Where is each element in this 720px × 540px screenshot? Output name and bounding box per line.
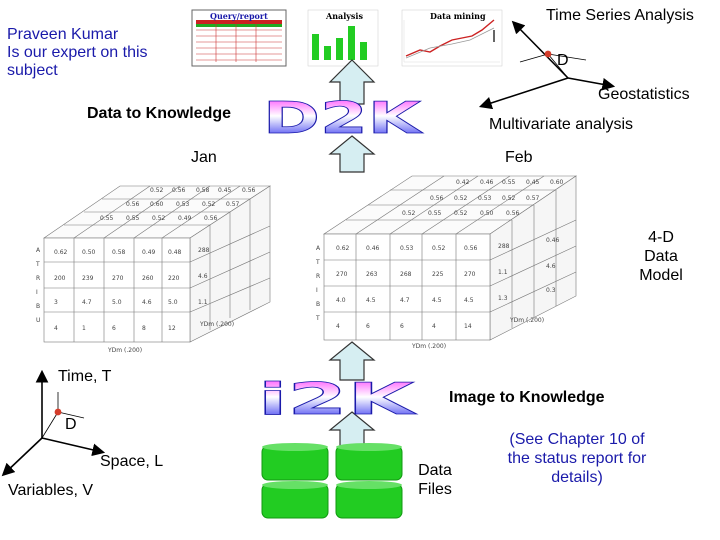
svg-text:4.5: 4.5: [366, 297, 376, 304]
svg-text:0.56: 0.56: [506, 210, 520, 217]
svg-text:0.56: 0.56: [172, 187, 186, 194]
svg-text:0.3: 0.3: [546, 287, 556, 294]
svg-text:288: 288: [198, 247, 210, 254]
svg-text:4: 4: [336, 323, 340, 330]
svg-text:T: T: [36, 261, 40, 268]
variables-axis-label: Variables, V: [8, 482, 94, 499]
svg-text:4.5: 4.5: [432, 297, 442, 304]
svg-text:270: 270: [112, 275, 124, 282]
analysis-bar: [336, 38, 343, 60]
svg-text:0.53: 0.53: [478, 195, 492, 202]
svg-text:0.53: 0.53: [176, 201, 190, 208]
svg-text:5.0: 5.0: [168, 299, 178, 306]
data-file-disks: [262, 443, 402, 518]
geostatistics-label: Geostatistics: [598, 86, 690, 103]
data-files-label: [412, 461, 458, 499]
analysis-bar: [348, 26, 355, 60]
svg-text:0.52: 0.52: [454, 195, 468, 202]
svg-text:0.52: 0.52: [152, 215, 166, 222]
jan-label: Jan: [191, 149, 217, 166]
svg-text:0.53: 0.53: [400, 245, 414, 252]
svg-text:0.52: 0.52: [432, 245, 446, 252]
svg-text:1.1: 1.1: [198, 299, 208, 306]
svg-text:6: 6: [366, 323, 370, 330]
svg-text:0.45: 0.45: [218, 187, 232, 194]
svg-text:239: 239: [82, 275, 94, 282]
svg-text:270: 270: [336, 271, 348, 278]
feb-data-cube: [315, 176, 576, 350]
svg-text:1: 1: [82, 325, 86, 332]
svg-text:4.0: 4.0: [336, 297, 346, 304]
data-files-line: Files: [418, 481, 452, 498]
svg-text:A: A: [316, 245, 321, 252]
svg-text:0.55: 0.55: [428, 210, 442, 217]
svg-text:0.49: 0.49: [178, 215, 192, 222]
svg-text:268: 268: [400, 271, 412, 278]
disk-icon: [262, 443, 328, 480]
svg-text:0.52: 0.52: [454, 210, 468, 217]
svg-text:4.5: 4.5: [464, 297, 474, 304]
svg-text:0.50: 0.50: [480, 210, 494, 217]
analysis-bar: [324, 46, 331, 60]
svg-text:I: I: [36, 289, 38, 296]
svg-text:0.50: 0.50: [82, 249, 96, 256]
svg-text:0.56: 0.56: [204, 215, 218, 222]
analysis-title: Analysis: [326, 11, 363, 21]
svg-text:0.57: 0.57: [226, 201, 240, 208]
four-d-model-line: 4-D: [648, 229, 674, 246]
time-series-label: Time Series Analysis: [546, 7, 694, 24]
svg-text:0.56: 0.56: [464, 245, 478, 252]
svg-text:0.58: 0.58: [196, 187, 210, 194]
expert-note-line: subject: [7, 62, 58, 79]
svg-text:8: 8: [142, 325, 146, 332]
svg-text:U: U: [36, 317, 41, 324]
space-axis-label: Space, L: [100, 453, 164, 470]
feb-label: Feb: [505, 149, 533, 166]
svg-text:6: 6: [112, 325, 116, 332]
svg-text:0.46: 0.46: [480, 179, 494, 186]
svg-text:225: 225: [432, 271, 444, 278]
svg-text:0.52: 0.52: [402, 210, 416, 217]
svg-text:4.6: 4.6: [546, 263, 556, 270]
svg-text:0.52: 0.52: [150, 187, 164, 194]
time-axis-label: Time, T: [58, 368, 112, 385]
svg-text:I: I: [316, 287, 318, 294]
svg-text:T: T: [316, 315, 320, 322]
svg-text:0.55: 0.55: [126, 215, 140, 222]
four-d-model-label: [636, 228, 686, 285]
svg-text:6: 6: [400, 323, 404, 330]
svg-text:200: 200: [54, 275, 66, 282]
svg-text:0.48: 0.48: [168, 249, 182, 256]
svg-text:4.6: 4.6: [198, 273, 208, 280]
svg-text:0.49: 0.49: [142, 249, 156, 256]
svg-text:270: 270: [464, 271, 476, 278]
svg-text:B: B: [316, 301, 321, 308]
svg-text:4: 4: [54, 325, 58, 332]
svg-text:4.7: 4.7: [82, 299, 92, 306]
four-d-model-line: Model: [639, 267, 683, 284]
svg-text:4.6: 4.6: [142, 299, 152, 306]
svg-text:288: 288: [498, 243, 510, 250]
see-chapter-line: details): [551, 469, 603, 486]
bottom-d-label: D: [65, 416, 77, 433]
four-d-model-line: Data: [644, 248, 678, 265]
top-red-dot: [545, 51, 552, 58]
svg-text:14: 14: [464, 323, 472, 330]
see-chapter-note: [490, 430, 664, 487]
svg-text:0.52: 0.52: [502, 195, 516, 202]
bottom-red-dot: [55, 409, 62, 416]
svg-text:YDm (.200): YDm (.200): [200, 321, 235, 328]
svg-text:0.57: 0.57: [526, 195, 540, 202]
see-chapter-line: the status report for: [507, 450, 647, 467]
svg-text:0.58: 0.58: [112, 249, 126, 256]
svg-text:1.3: 1.3: [498, 295, 508, 302]
svg-text:0.46: 0.46: [366, 245, 380, 252]
top-d-label: D: [557, 52, 569, 69]
analysis-bar: [360, 42, 367, 60]
svg-text:260: 260: [142, 275, 154, 282]
i2k-logo: [258, 374, 418, 425]
svg-text:5.0: 5.0: [112, 299, 122, 306]
svg-text:0.62: 0.62: [336, 245, 350, 252]
svg-text:0.45: 0.45: [526, 179, 540, 186]
svg-text:263: 263: [366, 271, 378, 278]
svg-text:0.56: 0.56: [242, 187, 256, 194]
svg-text:i2K: i2K: [258, 374, 418, 425]
svg-text:3: 3: [54, 299, 58, 306]
svg-text:0.56: 0.56: [430, 195, 444, 202]
svg-text:0.52: 0.52: [202, 201, 216, 208]
svg-text:0.55: 0.55: [100, 215, 114, 222]
disk-icon: [336, 443, 402, 480]
svg-text:D2K: D2K: [263, 93, 424, 144]
query-report-title: Query/report: [210, 11, 268, 21]
d2k-logo: [263, 93, 424, 144]
svg-text:0.55: 0.55: [502, 179, 516, 186]
svg-text:1.1: 1.1: [498, 269, 508, 276]
top-box-outline: [520, 54, 586, 78]
svg-text:0.62: 0.62: [54, 249, 68, 256]
svg-text:0.60: 0.60: [550, 179, 564, 186]
bottom-box-outline: [42, 392, 84, 438]
data-mining-title: Data mining: [430, 11, 486, 21]
svg-text:R: R: [316, 273, 321, 280]
bottom-axes: [4, 373, 102, 474]
svg-text:YDm (.200): YDm (.200): [108, 347, 143, 354]
analysis-bar: [312, 34, 319, 60]
data-files-line: Data: [418, 462, 452, 479]
svg-text:R: R: [36, 275, 41, 282]
svg-text:T: T: [316, 259, 320, 266]
svg-text:4.7: 4.7: [400, 297, 410, 304]
expert-note-line: Praveen Kumar: [7, 26, 119, 43]
svg-text:4: 4: [432, 323, 436, 330]
disk-icon: [262, 481, 328, 518]
see-chapter-line: (See Chapter 10 of: [509, 431, 645, 448]
svg-text:12: 12: [168, 325, 176, 332]
svg-text:YDm (.200): YDm (.200): [412, 343, 447, 350]
svg-text:YDm (.200): YDm (.200): [510, 317, 545, 324]
svg-text:A: A: [36, 247, 41, 254]
data-to-knowledge-label: Data to Knowledge: [87, 105, 232, 122]
svg-text:0.42: 0.42: [456, 179, 470, 186]
svg-text:B: B: [36, 303, 41, 310]
svg-text:0.56: 0.56: [126, 201, 140, 208]
jan-data-cube: [35, 186, 270, 354]
expert-note: [7, 26, 148, 80]
svg-text:0.60: 0.60: [150, 201, 164, 208]
expert-note-line: Is our expert on this: [7, 44, 148, 61]
multivariate-label: Multivariate analysis: [489, 116, 634, 133]
svg-text:220: 220: [168, 275, 180, 282]
image-to-knowledge-label: Image to Knowledge: [449, 389, 605, 406]
disk-icon: [336, 481, 402, 518]
svg-text:0.46: 0.46: [546, 237, 560, 244]
